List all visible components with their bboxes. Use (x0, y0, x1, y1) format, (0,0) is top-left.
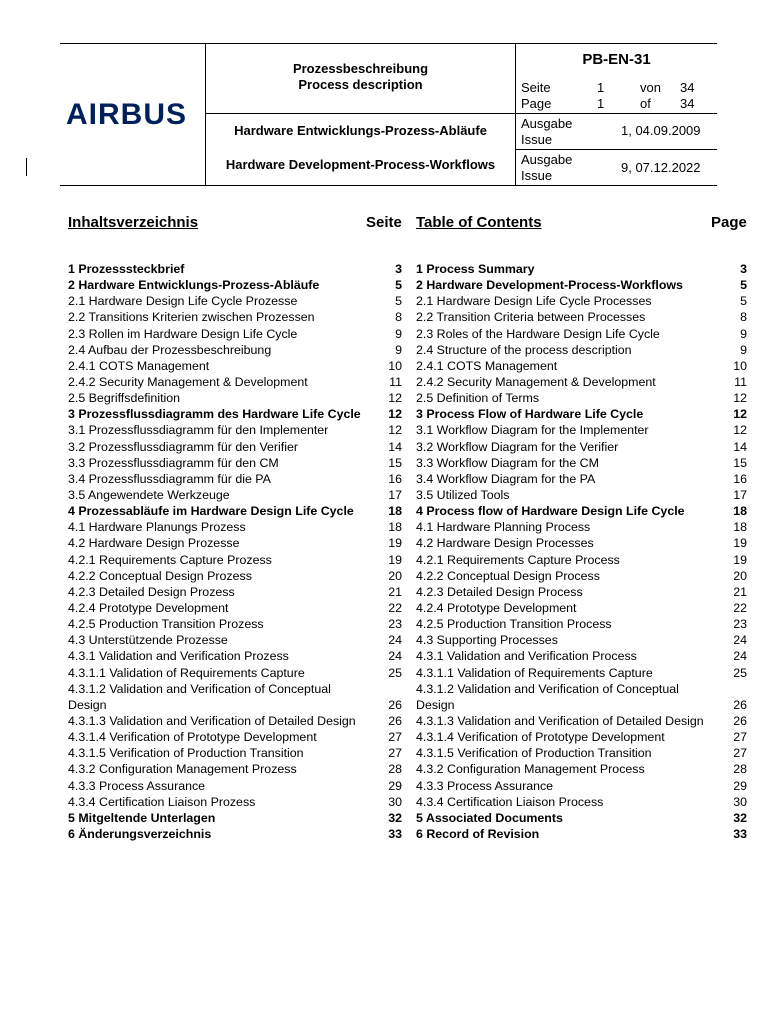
toc-entry[interactable] (416, 293, 747, 309)
toc-entry-page: 25 (388, 665, 402, 680)
toc-entry-title: 2.4 Structure of the process description (416, 342, 632, 357)
toc-entry[interactable] (416, 471, 747, 487)
header-mid-rule (205, 113, 516, 114)
toc-entry-page: 33 (733, 826, 747, 841)
toc-entry[interactable] (68, 293, 402, 309)
toc-entry-page: 24 (388, 633, 402, 648)
toc-entry-title: 4.3.1.5 Verification of Production Transition (416, 746, 652, 761)
toc-entry-title: 4.3.1 Validation and Verification Prozess (68, 649, 289, 664)
toc-en-page-heading: Page (711, 214, 747, 231)
toc-entry-page: 21 (388, 584, 402, 599)
toc-entry-title: 2.4 Aufbau der Prozessbeschreibung (68, 342, 272, 357)
toc-entry-page: 18 (733, 504, 747, 519)
toc-entry-title: 3.4 Prozessflussdiagramm für die PA (68, 471, 271, 486)
seite-num: 1 (597, 80, 605, 95)
toc-entry-title: 4 Prozessabläufe im Hardware Design Life Cycle (68, 504, 354, 519)
toc-entry-title: 4.2.5 Production Transition Prozess (68, 617, 264, 632)
toc-entry[interactable] (68, 519, 402, 535)
toc-entry[interactable] (416, 390, 747, 406)
toc-entry-page: 29 (733, 778, 747, 793)
toc-entry-title: 3.2 Workflow Diagram for the Verifier (416, 439, 619, 454)
toc-entry-title: 4 Process flow of Hardware Design Life Cycle (416, 504, 685, 519)
toc-entry[interactable] (416, 552, 747, 568)
toc-entry[interactable] (416, 326, 747, 342)
of-label: of (640, 96, 651, 111)
page-label: Page (521, 96, 552, 111)
toc-entry[interactable] (68, 600, 402, 616)
toc-entry[interactable] (416, 374, 747, 390)
toc-entry-page: 14 (388, 439, 402, 454)
toc-entry[interactable] (68, 503, 402, 519)
toc-entry-title: 3.5 Utilized Tools (416, 487, 510, 502)
toc-entry-page: 17 (388, 487, 402, 502)
logo-text: AIRBUS (66, 98, 188, 130)
toc-entry-title: 2.4.1 COTS Management (416, 358, 558, 373)
toc-entry[interactable] (416, 729, 747, 745)
toc-entry-title: 4.3.1.1 Validation of Requirements Capture (416, 665, 653, 680)
toc-entry-page: 10 (733, 358, 747, 373)
toc-entry[interactable] (68, 681, 402, 697)
toc-entry[interactable] (68, 761, 402, 777)
toc-entry[interactable] (68, 729, 402, 745)
header-top-rule (60, 43, 717, 44)
toc-entry-title: 4.3.3 Process Assurance (68, 778, 206, 793)
toc-entry[interactable] (68, 390, 402, 406)
toc-entry-page: 17 (733, 487, 747, 502)
toc-entry-page: 28 (733, 762, 747, 777)
toc-entry-title: 4.3.1.3 Validation and Verification of Detailed Design (68, 713, 356, 728)
toc-entry[interactable] (68, 826, 402, 842)
toc-entry-page: 8 (395, 310, 402, 325)
toc-entry-page: 9 (395, 342, 402, 357)
toc-entry-page: 5 (395, 278, 402, 293)
toc-entry-page: 9 (740, 326, 747, 341)
toc-entry-title: 4.3.3 Process Assurance (416, 778, 554, 793)
toc-entry-page: 20 (733, 568, 747, 583)
toc-entry-title: 4.3.4 Certification Liaison Prozess (68, 794, 256, 809)
toc-entry-page: 9 (395, 326, 402, 341)
text-cursor (26, 158, 27, 176)
toc-entry-page: 32 (733, 810, 747, 825)
toc-entry-title: 2.4.2 Security Management & Development (68, 374, 308, 389)
toc-entry-title: 3.4 Workflow Diagram for the PA (416, 471, 596, 486)
toc-entry[interactable] (416, 826, 747, 842)
toc-entry-page: 12 (733, 407, 747, 422)
toc-entry[interactable] (68, 745, 402, 761)
toc-entry-page: 19 (388, 552, 402, 567)
toc-entry-page: 22 (733, 600, 747, 615)
toc-entry[interactable] (68, 713, 402, 729)
toc-entry[interactable] (416, 600, 747, 616)
toc-entry-page: 19 (388, 536, 402, 551)
toc-entry-title: 1 Process Summary (416, 262, 535, 276)
toc-entry-page: 18 (733, 520, 747, 535)
toc-entry-title: 3.3 Prozessflussdiagramm für den CM (68, 455, 279, 470)
toc-entry[interactable] (416, 648, 747, 664)
toc-entry[interactable] (416, 342, 747, 358)
header-right-rule-1 (515, 113, 717, 114)
toc-entry-title: 6 Record of Revision (416, 826, 540, 841)
toc-entry[interactable] (68, 455, 402, 471)
toc-entry-title: 2.3 Rollen im Hardware Design Life Cycle (68, 326, 298, 341)
toc-entry-page: 26 (388, 697, 402, 712)
ausgabe-label-1: Ausgabe (521, 116, 573, 131)
toc-entry[interactable] (416, 568, 747, 584)
toc-entry[interactable] (416, 358, 747, 374)
toc-entry-page: 12 (733, 391, 747, 406)
toc-entry-page: 3 (395, 262, 402, 276)
ausgabe-label-2: Ausgabe (521, 152, 573, 167)
toc-entry[interactable] (68, 374, 402, 390)
toc-entry-title: 6 Änderungsverzeichnis (68, 826, 212, 841)
toc-entry[interactable] (68, 568, 402, 584)
toc-entry-title: 3 Prozessflussdiagramm des Hardware Life Cycle (68, 407, 361, 422)
toc-entry[interactable] (416, 439, 747, 455)
toc-entry[interactable] (68, 487, 402, 503)
toc-entry[interactable] (416, 810, 747, 826)
toc-entry[interactable] (68, 584, 402, 600)
toc-entry[interactable] (68, 810, 402, 826)
toc-entry[interactable] (416, 697, 747, 713)
toc-entry[interactable] (68, 471, 402, 487)
toc-entry[interactable] (416, 778, 747, 794)
toc-entry[interactable] (416, 422, 747, 438)
doc-type-de: Prozessbeschreibung (292, 61, 429, 76)
toc-entry[interactable] (68, 309, 402, 325)
toc-entry-title: 2.2 Transitions Kriterien zwischen Prozessen (68, 310, 315, 325)
toc-entry-page: 19 (733, 552, 747, 567)
toc-entry[interactable] (416, 713, 747, 729)
toc-entry-title: 4.2.3 Detailed Design Prozess (68, 584, 235, 599)
toc-entry-page: 30 (388, 794, 402, 809)
toc-entry-title: 2.4.2 Security Management & Development (416, 374, 656, 389)
toc-entry-page: 33 (388, 826, 402, 841)
toc-entry-title: 4.3.1.2 Validation and Verification of Conceptual (68, 681, 331, 696)
seite-label: Seite (521, 80, 551, 95)
toc-entry[interactable] (68, 697, 402, 713)
toc-entry-title: 4.3.2 Configuration Management Prozess (68, 762, 297, 777)
toc-entry-page: 18 (388, 504, 402, 519)
toc-entry-title: 3.3 Workflow Diagram for the CM (416, 455, 599, 470)
toc-entry-page: 26 (733, 713, 747, 728)
toc-entry-title: 1 Prozesssteckbrief (68, 262, 185, 276)
toc-en-list (416, 261, 747, 842)
toc-entry-page: 19 (733, 536, 747, 551)
toc-entry[interactable] (68, 778, 402, 794)
toc-entry-page: 18 (388, 520, 402, 535)
toc-entry-title: 4.2.1 Requirements Capture Prozess (68, 552, 272, 567)
toc-entry-title: 2.4.1 COTS Management (68, 358, 210, 373)
toc-entry-title: 4.2 Hardware Design Processes (416, 536, 594, 551)
toc-entry-title: 4.3.1.1 Validation of Requirements Capture (68, 665, 305, 680)
toc-entry[interactable] (68, 277, 402, 293)
toc-entry-page: 27 (733, 746, 747, 761)
doc-type-en: Process description (298, 77, 423, 92)
toc-entry-page: 8 (740, 310, 747, 325)
toc-de-heading: Inhaltsverzeichnis (68, 214, 199, 231)
toc-entry[interactable] (416, 487, 747, 503)
toc-entry-title: 5 Associated Documents (416, 810, 563, 825)
toc-entry-page: 5 (395, 294, 402, 309)
toc-entry[interactable] (68, 648, 402, 664)
issue-value-1: 1, 04.09.2009 (621, 123, 701, 138)
toc-entry-page: 9 (740, 342, 747, 357)
toc-entry[interactable] (68, 632, 402, 648)
toc-entry-page: 24 (733, 649, 747, 664)
of-total: 34 (680, 96, 695, 111)
toc-entry-title: 4.1 Hardware Planungs Prozess (68, 520, 246, 535)
toc-entry-title: 2.5 Begriffsdefinition (68, 391, 181, 406)
toc-entry[interactable] (68, 342, 402, 358)
toc-entry-title: 3 Process Flow of Hardware Life Cycle (416, 407, 644, 422)
issue-label-1: Issue (521, 132, 553, 147)
toc-entry-page: 23 (388, 617, 402, 632)
toc-entry-page: 27 (733, 730, 747, 745)
toc-entry-title: 2.1 Hardware Design Life Cycle Processes (416, 294, 652, 309)
toc-entry[interactable] (416, 681, 747, 697)
toc-entry-title: 4.2 Hardware Design Prozesse (68, 536, 240, 551)
toc-entry[interactable] (416, 261, 747, 277)
toc-entry-page: 30 (733, 794, 747, 809)
toc-entry-page: 16 (733, 471, 747, 486)
toc-entry-page: 28 (388, 762, 402, 777)
toc-entry-page: 3 (740, 262, 747, 276)
toc-entry[interactable] (68, 535, 402, 551)
toc-entry[interactable] (416, 535, 747, 551)
toc-entry[interactable] (68, 326, 402, 342)
toc-entry-title: 4.2.5 Production Transition Process (416, 617, 612, 632)
toc-entry-title: Design (68, 697, 107, 712)
von-total: 34 (680, 80, 695, 95)
toc-entry[interactable] (416, 632, 747, 648)
toc-entry-page: 12 (388, 391, 402, 406)
toc-entry-page: 16 (388, 471, 402, 486)
toc-entry-title: 5 Mitgeltende Unterlagen (68, 810, 216, 825)
toc-entry-page: 27 (388, 746, 402, 761)
issue-label-2: Issue (521, 168, 553, 183)
toc-entry-page: 20 (388, 568, 402, 583)
toc-entry-title: 4.3.4 Certification Liaison Process (416, 794, 604, 809)
toc-entry-page: 26 (388, 713, 402, 728)
toc-entry-title: 2 Hardware Development-Process-Workflows (416, 278, 683, 293)
doc-id: PB-EN-31 (582, 51, 651, 68)
toc-entry-title: 4.2.2 Conceptual Design Process (416, 568, 600, 583)
toc-entry[interactable] (416, 665, 747, 681)
toc-entry-title: 2.5 Definition of Terms (416, 391, 540, 406)
toc-entry[interactable] (68, 358, 402, 374)
toc-entry-title: 4.3 Supporting Processes (416, 633, 558, 648)
toc-entry[interactable] (68, 616, 402, 632)
toc-entry-title: 4.2.1 Requirements Capture Process (416, 552, 620, 567)
toc-entry-page: 5 (740, 294, 747, 309)
toc-entry-page: 24 (388, 649, 402, 664)
toc-entry[interactable] (416, 277, 747, 293)
toc-entry-page: 10 (388, 358, 402, 373)
toc-entry[interactable] (68, 552, 402, 568)
toc-entry-title: 3.2 Prozessflussdiagramm für den Verifier (68, 439, 299, 454)
toc-entry[interactable] (416, 584, 747, 600)
toc-entry-title: 3.1 Prozessflussdiagramm für den Implementer (68, 423, 329, 438)
toc-entry-title: Design (416, 697, 455, 712)
toc-entry-title: 4.1 Hardware Planning Process (416, 520, 591, 535)
toc-entry[interactable] (416, 616, 747, 632)
toc-entry-title: 4.2.4 Prototype Development (68, 600, 229, 615)
toc-entry-title: 2.2 Transition Criteria between Processes (416, 310, 646, 325)
toc-entry-title: 4.3 Unterstützende Prozesse (68, 633, 228, 648)
toc-de-page-heading: Seite (366, 214, 402, 231)
toc-entry[interactable] (416, 794, 747, 810)
toc-entry[interactable] (68, 406, 402, 422)
toc-entry[interactable] (416, 745, 747, 761)
toc-entry-page: 27 (388, 730, 402, 745)
title-de: Hardware Entwicklungs-Prozess-Abläufe (234, 123, 487, 138)
toc-entry-title: 4.3.1.5 Verification of Production Transition (68, 746, 304, 761)
toc-entry-title: 4.2.4 Prototype Development (416, 600, 577, 615)
toc-entry-title: 2.3 Roles of the Hardware Design Life Cycle (416, 326, 660, 341)
toc-entry-title: 4.3.1.4 Verification of Prototype Development (416, 730, 665, 745)
toc-entry-page: 29 (388, 778, 402, 793)
toc-entry[interactable] (416, 761, 747, 777)
toc-entry[interactable] (68, 422, 402, 438)
toc-entry[interactable] (416, 503, 747, 519)
toc-entry-page: 14 (733, 439, 747, 454)
issue-value-2: 9, 07.12.2022 (621, 160, 701, 175)
toc-entry[interactable] (416, 519, 747, 535)
header-bottom-rule (60, 185, 717, 186)
toc-entry[interactable] (68, 794, 402, 810)
toc-entry-title: 2 Hardware Entwicklungs-Prozess-Abläufe (68, 278, 320, 293)
airbus-logo (66, 96, 200, 130)
toc-entry-title: 4.3.1.3 Validation and Verification of Detailed Design (416, 713, 704, 728)
toc-entry-title: 2.1 Hardware Design Life Cycle Prozesse (68, 294, 298, 309)
toc-entry[interactable] (68, 439, 402, 455)
header-right-rule-2 (515, 149, 717, 150)
toc-entry[interactable] (416, 309, 747, 325)
toc-entry-title: 3.1 Workflow Diagram for the Implementer (416, 423, 649, 438)
toc-entry-title: 4.3.1.2 Validation and Verification of Conceptual (416, 681, 679, 696)
toc-entry-page: 5 (740, 278, 747, 293)
toc-de-list (68, 261, 402, 842)
toc-entry-page: 11 (389, 374, 402, 389)
toc-en-heading: Table of Contents (416, 214, 542, 231)
toc-entry-page: 12 (388, 407, 402, 422)
toc-entry-title: 4.3.1 Validation and Verification Process (416, 649, 637, 664)
toc-entry-page: 22 (388, 600, 402, 615)
von-label: von (640, 80, 661, 95)
toc-entry-page: 15 (388, 455, 402, 470)
page-num: 1 (597, 96, 605, 111)
title-en: Hardware Development-Process-Workflows (225, 157, 496, 172)
toc-entry-page: 24 (733, 633, 747, 648)
toc-entry-page: 32 (388, 810, 402, 825)
toc-entry[interactable] (68, 261, 402, 277)
toc-entry-page: 15 (733, 455, 747, 470)
toc-entry-page: 26 (733, 697, 747, 712)
toc-entry-page: 25 (733, 665, 747, 680)
toc-entry[interactable] (416, 455, 747, 471)
toc-entry-page: 11 (734, 374, 747, 389)
toc-entry-title: 4.3.2 Configuration Management Process (416, 762, 645, 777)
toc-entry-page: 12 (733, 423, 747, 438)
toc-entry-title: 4.3.1.4 Verification of Prototype Development (68, 730, 317, 745)
toc-entry[interactable] (416, 406, 747, 422)
toc-entry-title: 3.5 Angewendete Werkzeuge (68, 487, 230, 502)
toc-entry-page: 21 (733, 584, 747, 599)
toc-entry-title: 4.2.3 Detailed Design Process (416, 584, 583, 599)
toc-entry-title: 4.2.2 Conceptual Design Prozess (68, 568, 252, 583)
toc-entry-page: 23 (733, 617, 747, 632)
toc-entry-page: 12 (388, 423, 402, 438)
toc-entry[interactable] (68, 665, 402, 681)
